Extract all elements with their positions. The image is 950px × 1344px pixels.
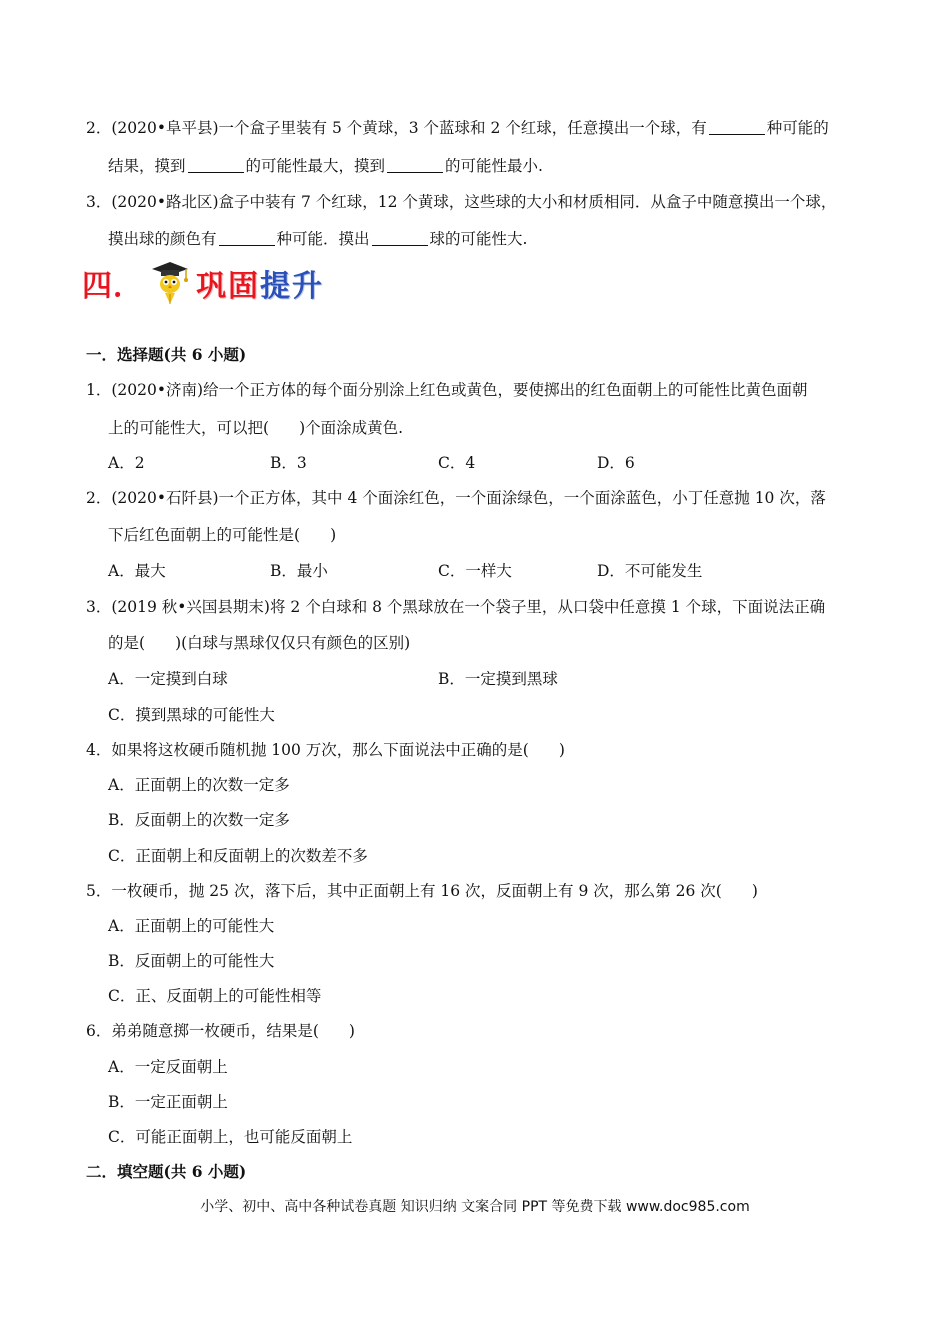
question-3	[86, 596, 825, 618]
question-3-line2	[108, 632, 410, 654]
question-2-prev	[86, 117, 829, 139]
part-heading-fill: 二．填空题(共 6 小题)	[86, 1162, 247, 1181]
answer-blank	[219, 230, 275, 246]
option-a: A．正面朝上的次数一定多	[108, 776, 290, 794]
question-1	[86, 379, 808, 401]
option-b: B．反面朝上的可能性大	[108, 952, 275, 970]
question-text: )个面涂成黄色.	[299, 419, 404, 437]
question-text: 2．(2020•石阡县)一个正方体，其中 4 个面涂红色，一个面涂绿色，一个面涂蓝色，小丁任意抛 10 次，落	[86, 489, 826, 507]
graduate-owl-icon	[150, 260, 190, 306]
option-c: C．一样大	[438, 562, 512, 580]
section-number: 四．	[82, 269, 144, 304]
answer-blank	[188, 157, 244, 173]
question-text: 的可能性最小.	[445, 157, 543, 175]
question-text: 下后红色面朝上的可能性是(	[108, 526, 301, 544]
question-1-line2	[108, 417, 403, 439]
option-a: A．一定摸到白球	[108, 670, 228, 688]
option-d: D．6	[597, 454, 635, 472]
question-text: 6．弟弟随意掷一枚硬币，结果是(	[86, 1022, 319, 1040]
question-2	[86, 487, 826, 509]
question-text: )	[558, 741, 565, 759]
answer-blank	[709, 119, 765, 135]
answer-blank	[372, 230, 428, 246]
option-c: C．摸到黑球的可能性大	[108, 706, 275, 724]
option-c: C．正面朝上和反面朝上的次数差不多	[108, 847, 368, 865]
question-3-prev	[86, 191, 836, 213]
question-text: 的可能性最大，摸到	[245, 157, 386, 175]
question-text: )	[751, 882, 758, 900]
question-3-prev-line2	[108, 228, 527, 250]
section-title-blue: 提升	[260, 269, 324, 304]
question-text: 上的可能性大，可以把(	[108, 419, 270, 437]
question-text: )	[348, 1022, 355, 1040]
option-b: B．一定正面朝上	[108, 1093, 228, 1111]
question-text: 3．(2019 秋•兴国县期末)将 2 个白球和 8 个黑球放在一个袋子里，从口袋中任意摸 1 个球，下面说法正确	[86, 598, 826, 616]
question-2-line2	[108, 524, 336, 546]
question-text: 2．(2020•阜平县)一个盒子里装有 5 个黄球，3 个蓝球和 2 个红球，任意摸出一个球，有	[86, 119, 707, 137]
question-text: 3．(2020•路北区)盒子中装有 7 个红球，12 个黄球，这些球的大小和材质相同．从盒子中随意摸出一个球，	[86, 193, 837, 211]
question-text: 5．一枚硬币，抛 25 次，落下后，其中正面朝上有 16 次，反面朝上有 9 次，那么第 26 次(	[86, 882, 722, 900]
question-4	[86, 739, 565, 761]
option-c: C．可能正面朝上，也可能反面朝上	[108, 1128, 353, 1146]
option-a: A．正面朝上的可能性大	[108, 917, 275, 935]
question-2-prev-line2	[108, 155, 543, 177]
option-b: B．反面朝上的次数一定多	[108, 811, 290, 829]
part-heading-choice: 一．选择题(共 6 小题)	[86, 345, 247, 364]
question-text: 种可能的	[766, 119, 829, 137]
section-title-red: 巩固	[196, 269, 260, 304]
option-d: D．不可能发生	[597, 562, 703, 580]
question-text: 1．(2020•济南)给一个正方体的每个面分别涂上红色或黄色，要使掷出的红色面朝上的可能性比黄色面朝	[86, 381, 808, 399]
option-b: B．一定摸到黑球	[438, 670, 558, 688]
question-6	[86, 1020, 355, 1042]
option-b: B．3	[270, 454, 307, 472]
question-5	[86, 880, 758, 902]
section-heading	[82, 258, 324, 308]
question-text: )(白球与黑球仅仅只有颜色的区别)	[175, 634, 411, 652]
question-text: )	[330, 526, 337, 544]
question-text: 摸出球的颜色有	[108, 230, 217, 248]
answer-blank	[387, 157, 443, 173]
page-footer: 小学、初中、高中各种试卷真题 知识归纳 文案合同 PPT 等免费下载 www.doc985.com	[200, 1199, 750, 1215]
option-c: C．4	[438, 454, 476, 472]
question-text: 种可能．摸出	[276, 230, 370, 248]
option-a: A．一定反面朝上	[108, 1058, 228, 1076]
option-b: B．最小	[270, 562, 328, 580]
option-a: A．最大	[108, 562, 166, 580]
section-title	[196, 261, 324, 305]
option-c: C．正、反面朝上的可能性相等	[108, 987, 322, 1005]
question-text: 结果，摸到	[108, 157, 186, 175]
question-text: 的是(	[108, 634, 146, 652]
option-a: A．2	[108, 454, 145, 472]
question-text: 球的可能性大.	[429, 230, 528, 248]
question-text: 4．如果将这枚硬币随机抛 100 万次，那么下面说法中正确的是(	[86, 741, 529, 759]
